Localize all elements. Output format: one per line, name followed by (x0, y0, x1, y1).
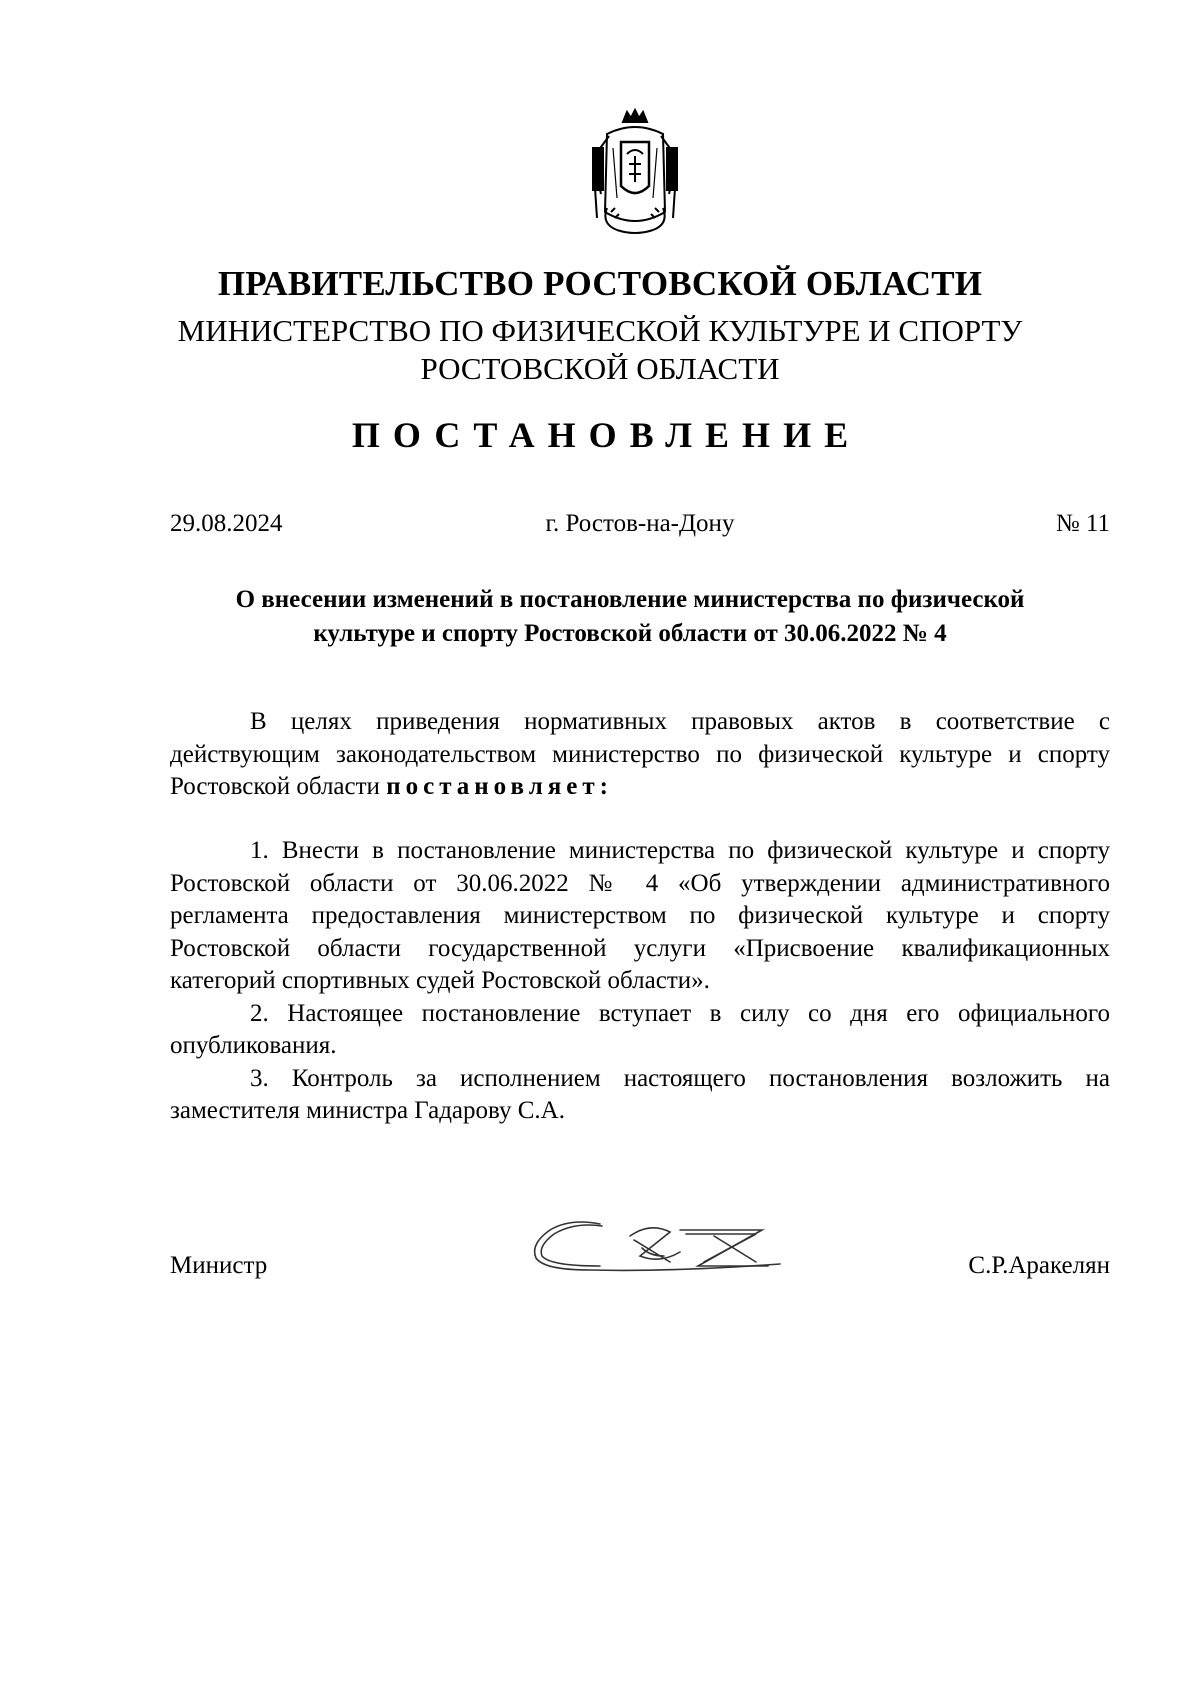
signatory-title: Министр (170, 1252, 268, 1279)
ministry-name-line1: МИНИСТЕРСТВО ПО ФИЗИЧЕСКОЙ КУЛЬТУРЕ И СПОРТУ (177, 313, 1023, 348)
preamble-paragraph (170, 706, 1110, 804)
document-meta (170, 510, 1110, 546)
document-type-title: ПОСТАНОВЛЕНИЕ (351, 415, 862, 455)
resolution-item-1: 1. Внести в постановление министерства по физической культуре и спорту Ростовской области от 30.06.2022 № 4 «Об утверждении административного регламента предоставления министерством по физической культуре и спорту Ростовской области государственной услуги «Присвоение квалификационных категорий спортивных судей Ростовской области». (170, 837, 1110, 994)
signature-block (170, 1250, 1110, 1290)
ministry-name (0, 312, 1200, 388)
document-number: № 11 (1055, 510, 1110, 537)
ministry-name-line2: РОСТОВСКОЙ ОБЛАСТИ (420, 351, 780, 386)
signatory-name: С.Р.Аракелян (968, 1252, 1110, 1279)
resolution-items (170, 835, 1110, 1128)
resolves-word: постановляет: (386, 773, 613, 800)
handwritten-signature (530, 1212, 792, 1292)
coat-of-arms-icon (587, 108, 683, 238)
document-city: г. Ростов-на-Дону (545, 510, 735, 537)
preamble (170, 706, 1110, 804)
resolution-item-3: 3. Контроль за исполнением настоящего постановления возложить на заместителя министра Гадарову С.А. (170, 1064, 1110, 1124)
document-subject (150, 583, 1110, 651)
subject-line1: О внесении изменений в постановление министерства по физической (235, 586, 1025, 613)
resolution-item-2: 2. Настоящее постановление вступает в силу со дня его официального опубликования. (170, 999, 1110, 1059)
preamble-text: В целях приведения нормативных правовых актов в соответствие с действующим законодательством министерство по физической культуре и спорту Ростовской области (170, 708, 1110, 800)
document-date: 29.08.2024 (170, 510, 283, 537)
subject-line2: культуре и спорту Ростовской области от 30.06.2022 № 4 (313, 620, 947, 647)
government-name: ПРАВИТЕЛЬСТВО РОСТОВСКОЙ ОБЛАСТИ (217, 264, 983, 303)
